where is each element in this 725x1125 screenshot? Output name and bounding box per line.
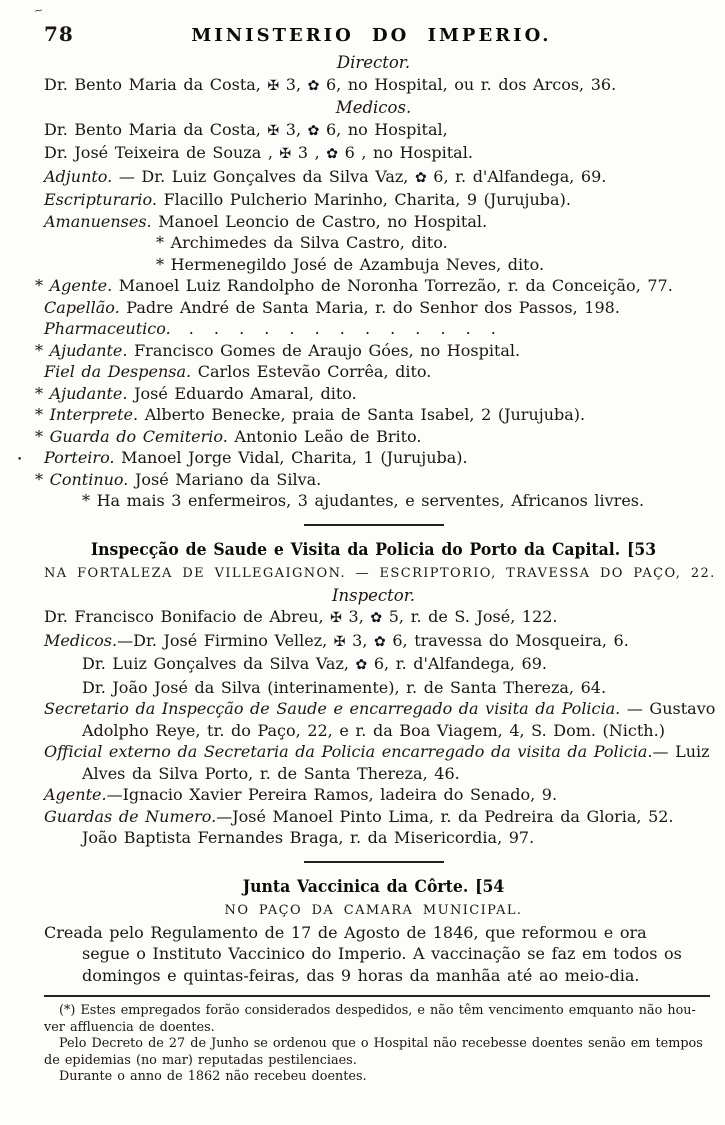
text-segment: Antonio Leão de Brito. xyxy=(227,426,422,446)
directory-entry xyxy=(44,922,703,944)
text-segment: Continuo. xyxy=(49,469,129,489)
subheading-smallcaps xyxy=(44,899,703,922)
section-divider xyxy=(304,524,444,526)
directory-entry xyxy=(44,74,703,98)
directory-entry xyxy=(35,426,703,448)
text-segment: * Archimedes da Silva Castro, dito. xyxy=(156,233,448,252)
cross-insignia-icon: ✠ xyxy=(267,77,280,94)
rose-insignia-icon: ✿ xyxy=(370,610,383,626)
text-segment: Creada pelo Regulamento de 17 de Agosto de 1846, que reformou e ora xyxy=(44,922,647,942)
directory-entry xyxy=(44,211,703,233)
text-segment: 3, xyxy=(341,607,371,626)
directory-entry xyxy=(44,784,703,806)
text-segment: Guardas de Numero. xyxy=(44,806,217,826)
directory-entry xyxy=(35,469,703,491)
directory-entry xyxy=(44,763,703,785)
stray-ink-mark: ~ xyxy=(32,3,45,18)
text-segment: José Eduardo Amaral, dito. xyxy=(127,383,357,403)
page-header xyxy=(44,22,703,46)
directory-entry xyxy=(35,383,703,405)
text-segment: Ajudante. xyxy=(49,340,128,360)
footnotes-block xyxy=(44,1003,703,1086)
subheading-smallcaps xyxy=(44,562,716,585)
rose-insignia-icon: ✿ xyxy=(374,633,386,650)
text-segment: Secretario da Inspecção de Saude e encarregado da visita da Policia. xyxy=(44,699,621,718)
text-segment: Inspecção de Saude e Visita da Policia do Porto da Capital. [53 xyxy=(90,539,657,560)
text-segment: Amanuenses. xyxy=(44,211,152,231)
text-segment: 3, xyxy=(279,119,308,139)
directory-entry xyxy=(17,447,703,469)
directory-entry xyxy=(44,166,703,190)
text-segment: 3, xyxy=(279,74,308,94)
directory-entry xyxy=(35,404,703,426)
directory-entry xyxy=(35,340,703,362)
page-number: 78 xyxy=(44,22,74,46)
text-segment: Director. xyxy=(336,53,411,72)
text-segment: domingos e quintas-feiras, das 9 horas da manhãa até ao meio-dia. xyxy=(82,965,640,985)
text-segment: Padre André de Santa Maria, r. do Senhor dos Passos, 198. xyxy=(119,297,620,317)
text-segment: * xyxy=(35,426,50,446)
directory-entry xyxy=(44,297,703,319)
text-segment: Alves da Silva Porto, r. de Santa Thereza, 46. xyxy=(82,763,460,783)
text-segment: Manoel Leoncio de Castro, no Hospital. xyxy=(151,211,488,231)
text-segment: 6, no Hospital, ou r. dos Arcos, 36. xyxy=(319,74,617,94)
text-segment: Flacillo Pulcherio Marinho, Charita, 9 (Jurujuba). xyxy=(156,190,571,209)
rose-insignia-icon: ✿ xyxy=(355,657,368,673)
text-segment: Fiel da Despensa. xyxy=(44,362,192,381)
footnote-line xyxy=(44,1003,703,1020)
text-segment: * xyxy=(35,340,50,360)
directory-entry xyxy=(44,232,703,254)
text-segment: Escripturario. xyxy=(44,190,157,209)
margin-dot-mark: • xyxy=(17,455,23,465)
directory-entry xyxy=(44,806,703,828)
text-segment: ver affluencia de doentes. xyxy=(44,1019,215,1035)
text-segment: Dr. Bento Maria da Costa, xyxy=(44,119,268,139)
text-segment: 6, travessa do Mosqueira, 6. xyxy=(385,630,629,650)
text-segment: Manoel Jorge Vidal, Charita, 1 (Jurujuba). xyxy=(114,448,468,467)
text-segment: Inspector. xyxy=(331,585,416,605)
directory-entry xyxy=(35,275,703,297)
text-segment: Interprete. xyxy=(49,405,139,424)
text-segment: Pelo Decreto de 27 de Junho se ordenou que o Hospital não recebesse doentes senão em tempos xyxy=(59,1036,703,1051)
directory-entry xyxy=(44,698,716,720)
text-segment: segue o Instituto Vaccinico do Imperio. A vaccinação se faz em todos os xyxy=(82,944,682,963)
text-segment: Dr. João José da Silva (interinamente), r. de Santa Thereza, 64. xyxy=(82,677,607,697)
text-segment: NA FORTALEZA DE VILLEGAIGNON. — ESCRIPTORIO, TRAVESSA DO PAÇO, 22. xyxy=(44,565,716,581)
footnote-line xyxy=(44,1020,703,1037)
cross-insignia-icon: ✠ xyxy=(279,146,292,162)
rose-insignia-icon: ✿ xyxy=(307,77,320,94)
cross-insignia-icon: ✠ xyxy=(330,610,342,626)
text-segment: —José Manoel Pinto Lima, r. da Pedreira da Gloria, 52. xyxy=(216,806,674,826)
directory-entry xyxy=(44,720,703,742)
text-segment: 3 , xyxy=(291,143,327,162)
cross-insignia-icon: ✠ xyxy=(333,633,346,650)
text-segment: * Ha mais 3 enfermeiros, 3 ajudantes, e serventes, Africanos livres. xyxy=(82,491,645,510)
text-segment: — Gustavo xyxy=(620,699,716,718)
text-segment: José Mariano da Silva. xyxy=(128,469,322,489)
text-segment: Agente. xyxy=(44,785,107,804)
text-segment: 5, r. de S. José, 122. xyxy=(382,607,558,626)
text-segment: Carlos Estevão Corrêa, dito. xyxy=(191,362,432,381)
section-divider xyxy=(304,861,444,863)
text-segment: Dr. Bento Maria da Costa, xyxy=(44,74,268,94)
text-segment: — Dr. Luiz Gonçalves da Silva Vaz, xyxy=(112,166,415,186)
footnote-line xyxy=(44,1036,703,1053)
directory-body xyxy=(17,52,716,986)
directory-entry xyxy=(44,361,703,383)
text-segment: —Ignacio Xavier Pereira Ramos, ladeira do Senado, 9. xyxy=(106,785,558,804)
text-segment: Manoel Luiz Randolpho de Noronha Torrezão, r. da Conceição, 77. xyxy=(112,276,673,295)
directory-entry xyxy=(44,490,703,512)
directory-entry xyxy=(44,653,703,677)
text-segment: Pharmaceutico. xyxy=(44,319,171,338)
text-segment: Dr. Francisco Bonifacio de Abreu, xyxy=(44,607,331,626)
directory-entry xyxy=(44,943,703,965)
text-segment: Dr. Luiz Gonçalves da Silva Vaz, xyxy=(82,654,356,673)
text-segment: Durante o anno de 1862 não recebeu doentes. xyxy=(59,1069,367,1084)
text-segment: Junta Vaccinica da Côrte. [54 xyxy=(242,876,505,897)
text-segment: Official externo da Secretaria da Policia encarregado da visita da Policia. xyxy=(44,742,653,761)
footnote-line xyxy=(44,1069,703,1086)
directory-entry xyxy=(44,318,703,340)
text-segment: Guarda do Cemiterio. xyxy=(49,426,228,446)
text-segment: Medicos. xyxy=(335,98,412,117)
text-segment: de epidemias (no mar) reputadas pestilenciaes. xyxy=(44,1052,357,1068)
text-segment: 6, r. d'Alfandega, 69. xyxy=(426,166,607,186)
cross-insignia-icon: ✠ xyxy=(267,122,280,139)
text-segment: Capellão. xyxy=(44,297,120,317)
footnote-line xyxy=(44,1053,703,1070)
text-segment: —Dr. José Firmino Vellez, xyxy=(117,630,334,650)
text-segment: João Baptista Fernandes Braga, r. da Misericordia, 97. xyxy=(82,828,535,847)
section-heading xyxy=(70,538,676,562)
page-title: MINISTERIO DO IMPERIO. xyxy=(191,25,552,46)
text-segment: (*) Estes empregados forão considerados despedidos, e não têm vencimento emquanto não hou- xyxy=(59,1003,696,1018)
text-segment: * xyxy=(35,469,50,489)
rose-insignia-icon: ✿ xyxy=(326,146,339,162)
directory-entry xyxy=(44,142,703,166)
text-segment: * xyxy=(35,405,50,424)
footnote-separator-rule xyxy=(44,995,710,997)
directory-entry xyxy=(44,189,703,211)
text-segment: 6, r. d'Alfandega, 69. xyxy=(367,654,547,673)
subheading-italic xyxy=(44,52,703,74)
directory-entry xyxy=(44,741,710,763)
text-segment: * xyxy=(35,383,50,403)
directory-entry xyxy=(44,254,703,276)
directory-entry xyxy=(44,630,703,654)
directory-entry xyxy=(44,677,703,699)
text-segment: Adjunto. xyxy=(44,166,113,186)
text-segment: * Hermenegildo José de Azambuja Neves, dito. xyxy=(156,254,545,274)
directory-entry xyxy=(44,965,703,987)
text-segment: Ajudante. xyxy=(49,383,128,403)
section-heading xyxy=(70,875,676,899)
text-segment: — Luiz xyxy=(652,742,710,761)
text-segment: Agente. xyxy=(49,276,113,295)
directory-entry xyxy=(44,606,703,630)
text-segment: Alberto Benecke, praia de Santa Isabel, 2 (Jurujuba). xyxy=(138,405,586,424)
subheading-italic xyxy=(44,97,703,119)
subheading-italic xyxy=(44,585,703,607)
directory-entry xyxy=(44,119,703,143)
text-segment: . . . . . . . . . . . . . xyxy=(170,319,498,338)
text-segment: Dr. José Teixeira de Souza , xyxy=(44,143,280,162)
text-segment: NO PAÇO DA CAMARA MUNICIPAL. xyxy=(224,902,523,918)
text-segment: 6 , no Hospital. xyxy=(338,143,473,162)
rose-insignia-icon: ✿ xyxy=(307,122,320,139)
text-segment: Francisco Gomes de Araujo Góes, no Hospital. xyxy=(127,340,521,360)
text-segment: * xyxy=(35,276,50,295)
text-segment: Medicos. xyxy=(44,630,118,650)
text-segment: Adolpho Reye, tr. do Paço, 22, e r. da Boa Viagem, 4, S. Dom. (Nicth.) xyxy=(82,720,665,740)
rose-insignia-icon: ✿ xyxy=(414,169,427,186)
text-segment: 3, xyxy=(345,630,375,650)
text-segment: 6, no Hospital, xyxy=(319,119,448,139)
text-segment: Porteiro. xyxy=(44,448,115,467)
directory-entry xyxy=(44,827,703,849)
